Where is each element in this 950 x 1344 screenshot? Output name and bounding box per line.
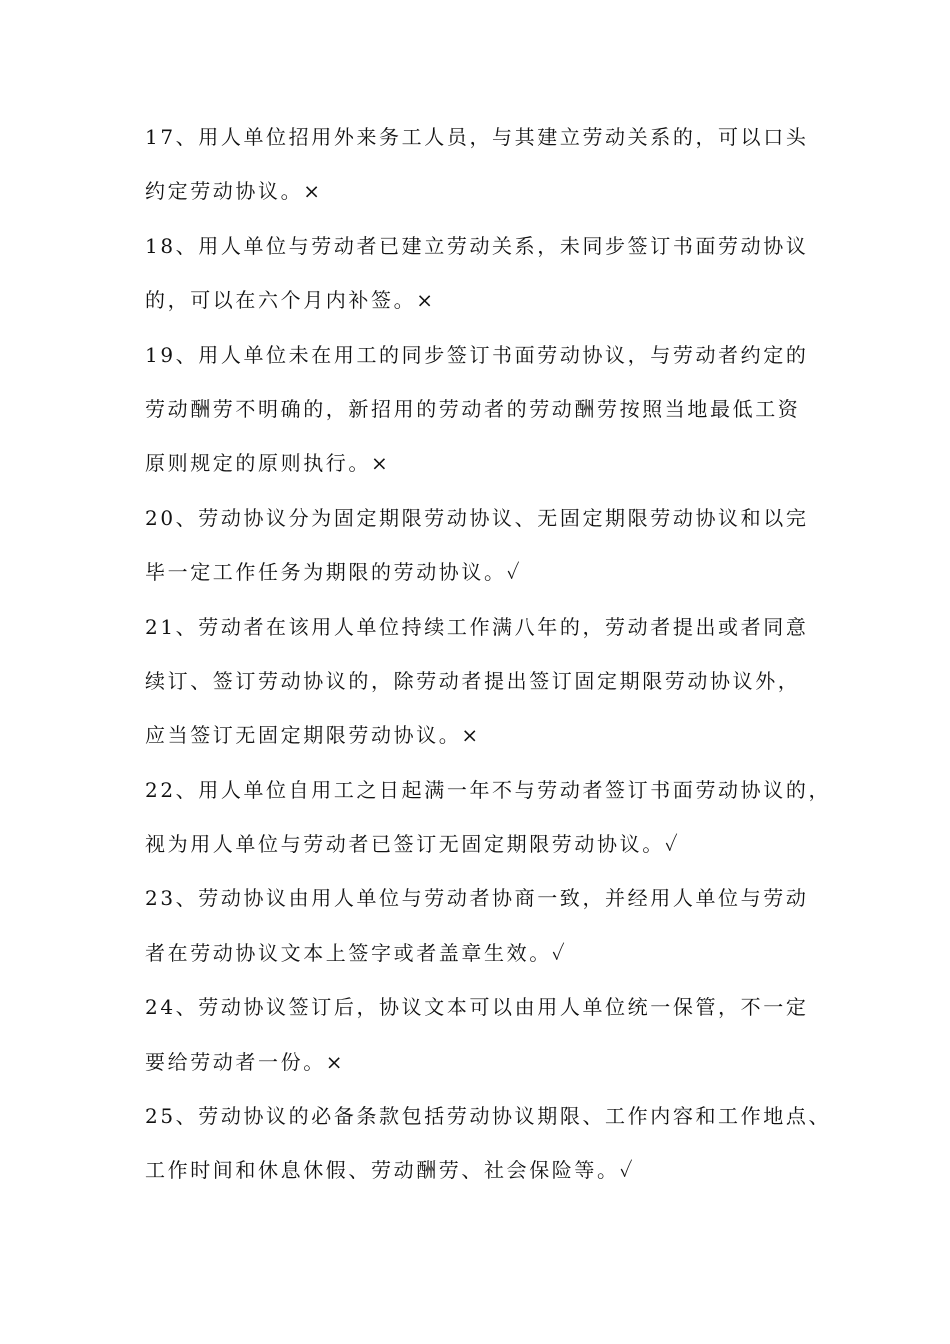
text-line: 原则规定的原则执行。× (145, 451, 391, 476)
text-line: 20、劳动协议分为固定期限劳动协议、无固定期限劳动协议和以完 (145, 505, 809, 530)
text-line: 劳动酬劳不明确的，新招用的劳动者的劳动酬劳按照当地最低工资 (145, 396, 801, 421)
text-line: 毕一定工作任务为期限的劳动协议。✓ (145, 560, 523, 585)
text-line: 23、劳动协议由用人单位与劳动者协商一致，并经用人单位与劳动 (145, 886, 809, 911)
text-line: 18、用人单位与劳动者已建立劳动关系，未同步签订书面劳动协议 (145, 233, 809, 258)
text-line: 续订、签订劳动协议的，除劳动者提出签订固定期限劳动协议外， (145, 668, 801, 693)
document-body (145, 110, 832, 1198)
text-line: 21、劳动者在该用人单位持续工作满八年的，劳动者提出或者同意 (145, 614, 809, 639)
text-line: 的，可以在六个月内补签。× (145, 288, 436, 313)
text-line: 工作时间和休息休假、劳动酬劳、社会保险等。✓ (145, 1158, 636, 1183)
text-line: 视为用人单位与劳动者已签订无固定期限劳动协议。✓ (145, 832, 681, 857)
text-line: 19、用人单位未在用工的同步签订书面劳动协议，与劳动者约定的 (145, 342, 809, 367)
text-line: 17、用人单位招用外来务工人员，与其建立劳动关系的，可以口头 (145, 125, 809, 149)
text-line: 应当签订无固定期限劳动协议。× (145, 723, 481, 748)
text-line: 24、劳动协议签订后，协议文本可以由用人单位统一保管，不一定 (145, 995, 809, 1020)
text-line: 22、用人单位自用工之日起满一年不与劳动者签订书面劳动协议的， (145, 777, 832, 802)
text-line: 25、劳动协议的必备条款包括劳动协议期限、工作内容和工作地点、 (145, 1104, 832, 1129)
text-line: 者在劳动协议文本上签字或者盖章生效。✓ (145, 940, 568, 965)
text-line: 要给劳动者一份。× (145, 1049, 346, 1074)
text-line: 约定劳动协议。× (145, 179, 323, 204)
